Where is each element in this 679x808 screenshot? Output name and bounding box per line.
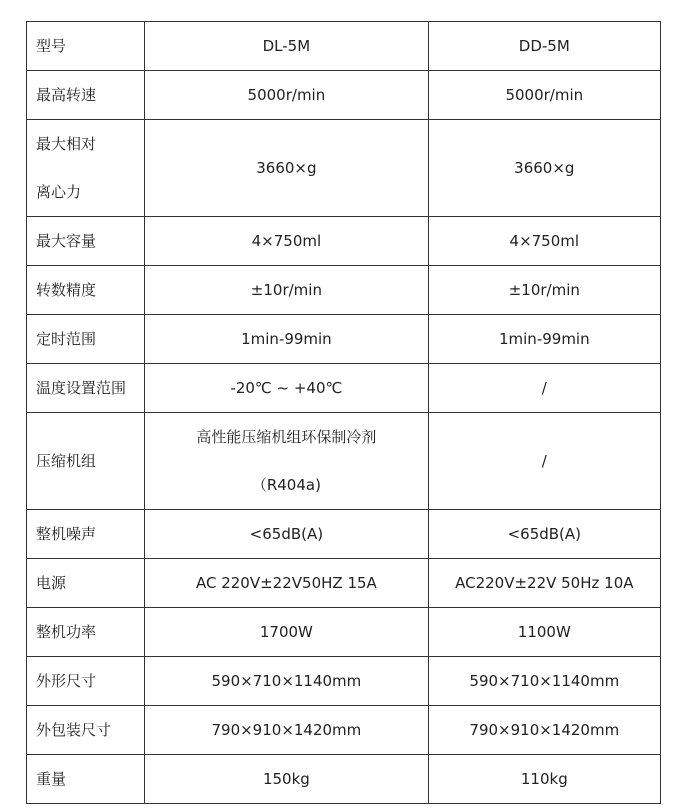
- cell-text: 4×750ml: [251, 232, 322, 250]
- cell-text: 1700W: [259, 623, 313, 641]
- table-row: [27, 120, 661, 217]
- spec-value-dl-5m-cell: [145, 608, 428, 657]
- spec-label-cell: [27, 413, 145, 510]
- table-row: [27, 22, 661, 71]
- cell-text: 压缩机组: [36, 452, 97, 470]
- cell-text: /: [541, 452, 547, 470]
- spec-label-cell: [27, 559, 145, 608]
- cell-text: 最高转速: [36, 86, 97, 104]
- spec-value-dd-5m-cell: [428, 706, 660, 755]
- table-row: [27, 413, 661, 510]
- cell-text: /: [541, 379, 547, 397]
- cell-text: 电源: [36, 574, 67, 592]
- spec-label-cell: [27, 71, 145, 120]
- cell-text: 1100W: [517, 623, 571, 641]
- spec-label-cell: [27, 755, 145, 804]
- cell-text: 110kg: [520, 770, 568, 788]
- cell-text: （R404a): [251, 476, 321, 494]
- spec-table: [26, 21, 661, 804]
- cell-text: 整机噪声: [36, 525, 97, 543]
- cell-text: -20℃ ~ +40℃: [230, 379, 343, 397]
- table-row: [27, 608, 661, 657]
- table-row: [27, 755, 661, 804]
- cell-text: ±10r/min: [250, 281, 322, 299]
- spec-label-cell: [27, 364, 145, 413]
- spec-value-dl-5m-cell: [145, 364, 428, 413]
- cell-text: 790×910×1420mm: [469, 721, 620, 739]
- table-row: [27, 657, 661, 706]
- cell-text: 5000r/min: [505, 86, 584, 104]
- cell-text: 型号: [36, 37, 67, 55]
- spec-value-dd-5m-cell: [428, 22, 660, 71]
- cell-text: 5000r/min: [247, 86, 326, 104]
- cell-text: 3660×g: [514, 159, 575, 177]
- cell-text: AC 220V±22V50HZ 15A: [195, 574, 377, 592]
- spec-value-dd-5m-cell: [428, 120, 660, 217]
- cell-text: ±10r/min: [508, 281, 580, 299]
- spec-value-dd-5m-cell: [428, 755, 660, 804]
- cell-text: 590×710×1140mm: [211, 672, 362, 690]
- cell-text: 150kg: [262, 770, 310, 788]
- cell-text: 4×750ml: [509, 232, 580, 250]
- spec-value-dl-5m-cell: [145, 706, 428, 755]
- spec-label-cell: [27, 120, 145, 217]
- spec-label-cell: [27, 657, 145, 706]
- spec-value-dl-5m-cell: [145, 315, 428, 364]
- cell-text: 离心力: [36, 183, 82, 201]
- spec-value-dd-5m-cell: [428, 657, 660, 706]
- spec-value-dl-5m-cell: [145, 120, 428, 217]
- cell-text: 590×710×1140mm: [469, 672, 620, 690]
- cell-text: DD-5M: [518, 37, 570, 55]
- cell-text: 外形尺寸: [36, 672, 97, 690]
- spec-label-cell: [27, 266, 145, 315]
- cell-text: 温度设置范围: [36, 379, 127, 397]
- spec-value-dl-5m-cell: [145, 217, 428, 266]
- spec-table-body: [27, 22, 661, 804]
- table-row: [27, 71, 661, 120]
- table-row: [27, 315, 661, 364]
- spec-value-dd-5m-cell: [428, 315, 660, 364]
- spec-value-dd-5m-cell: [428, 266, 660, 315]
- spec-value-dd-5m-cell: [428, 217, 660, 266]
- cell-text: 重量: [36, 770, 67, 788]
- cell-text: 外包装尺寸: [36, 721, 112, 739]
- spec-value-dl-5m-cell: [145, 755, 428, 804]
- table-row: [27, 559, 661, 608]
- cell-text: 转数精度: [36, 281, 97, 299]
- cell-text: 3660×g: [256, 159, 317, 177]
- cell-text: AC220V±22V 50Hz 10A: [455, 574, 634, 592]
- spec-value-dd-5m-cell: [428, 71, 660, 120]
- spec-value-dl-5m-cell: [145, 510, 428, 559]
- cell-text: 1min-99min: [241, 330, 332, 348]
- cell-text: 最大相对: [36, 135, 97, 153]
- cell-text: <65dB(A): [507, 525, 582, 543]
- cell-text: 定时范围: [36, 330, 97, 348]
- spec-label-cell: [27, 315, 145, 364]
- spec-value-dl-5m-cell: [145, 657, 428, 706]
- spec-value-dd-5m-cell: [428, 608, 660, 657]
- spec-value-dd-5m-cell: [428, 413, 660, 510]
- table-row: [27, 364, 661, 413]
- spec-value-dd-5m-cell: [428, 510, 660, 559]
- spec-label-cell: [27, 217, 145, 266]
- spec-value-dl-5m-cell: [145, 71, 428, 120]
- spec-label-cell: [27, 22, 145, 71]
- cell-text: DL-5M: [262, 37, 311, 55]
- spec-value-dd-5m-cell: [428, 559, 660, 608]
- table-row: [27, 266, 661, 315]
- cell-text: 整机功率: [36, 623, 97, 641]
- table-row: [27, 510, 661, 559]
- spec-label-cell: [27, 608, 145, 657]
- spec-label-cell: [27, 706, 145, 755]
- cell-text: 高性能压缩机组环保制冷剂: [196, 428, 377, 446]
- cell-text: <65dB(A): [249, 525, 324, 543]
- spec-label-cell: [27, 510, 145, 559]
- cell-text: 最大容量: [36, 232, 97, 250]
- table-row: [27, 706, 661, 755]
- cell-text: 1min-99min: [498, 330, 590, 348]
- table-row: [27, 217, 661, 266]
- spec-value-dl-5m-cell: [145, 266, 428, 315]
- spec-value-dl-5m-cell: [145, 413, 428, 510]
- spec-value-dl-5m-cell: [145, 559, 428, 608]
- spec-value-dd-5m-cell: [428, 364, 660, 413]
- spec-value-dl-5m-cell: [145, 22, 428, 71]
- cell-text: 790×910×1420mm: [211, 721, 362, 739]
